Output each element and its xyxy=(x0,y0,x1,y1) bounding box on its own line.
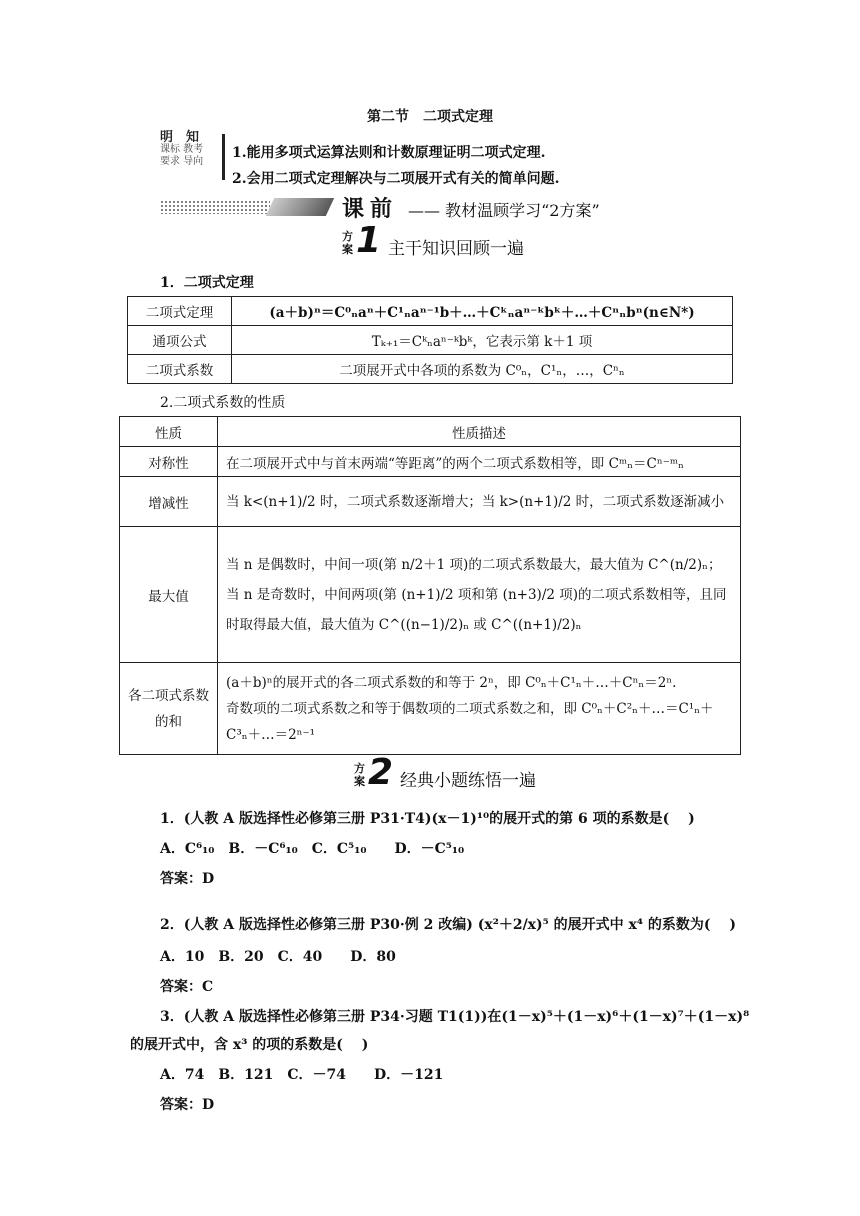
question-3-stem-cont: 的展开式中，含 x³ 的项的系数是( ) xyxy=(130,1037,369,1053)
row-key: 通项公式 xyxy=(128,326,232,355)
question-3-stem: 3．(人教 A 版选择性必修第三册 P34·习题 T1(1))在(1－x)⁵＋(1－x)⁶＋(1－x)⁷＋(1－x)⁸ xyxy=(160,1009,750,1025)
row-value: Tₖ₊₁＝Cᵏₙaⁿ⁻ᵏbᵏ，它表示第 k＋1 项 xyxy=(232,326,733,355)
question-3-answer: 答案：D xyxy=(160,1097,215,1113)
plan-2-label: 方案 xyxy=(354,762,365,788)
table-row xyxy=(120,477,741,527)
table-row xyxy=(120,447,741,477)
question-1-options: A．C⁶₁₀ B．－C⁶₁₀ C．C⁵₁₀ D．－C⁵₁₀ xyxy=(160,841,465,857)
table-row xyxy=(128,355,733,384)
plan-2-number: 2 xyxy=(368,752,394,793)
table-row xyxy=(120,527,741,663)
table-row xyxy=(120,663,741,755)
banner-main: 课前 xyxy=(342,196,399,222)
table-row xyxy=(128,297,733,326)
goal-tag-line2: 要求 导向 xyxy=(160,156,204,167)
banner-stripe xyxy=(266,198,334,216)
row-value: 在二项展开式中与首末两端“等距离”的两个二项式系数相等，即 Cᵐₙ＝Cⁿ⁻ᵐₙ xyxy=(218,447,741,477)
plan-1-text: 主干知识回顾一遍 xyxy=(388,239,524,259)
row-key: 各二项式系数的和 xyxy=(120,663,218,755)
header-property: 性质 xyxy=(120,417,218,447)
row-key: 二项式定理 xyxy=(128,297,232,326)
plan-2-heading xyxy=(354,752,574,794)
banner-sub: —— 教材温顾学习“2方案” xyxy=(408,201,600,220)
binomial-theorem-table xyxy=(127,296,733,384)
page-title: 第二节 二项式定理 xyxy=(367,109,493,125)
table-header-row xyxy=(120,417,741,447)
question-3-options: A．74 B．121 C．－74 D．－121 xyxy=(160,1067,444,1083)
row-value: 当 k<(n+1)/2 时，二项式系数逐渐增大；当 k>(n+1)/2 时，二项式系数逐渐减小 xyxy=(218,477,741,527)
goal-tag xyxy=(160,132,224,172)
row-key: 增减性 xyxy=(120,477,218,527)
goal-item-1: 1.能用多项式运算法则和计数原理证明二项式定理. xyxy=(232,145,546,161)
coefficient-properties-table xyxy=(119,416,741,755)
row-key: 二项式系数 xyxy=(128,355,232,384)
row-value: (a＋b)ⁿ的展开式的各二项式系数的和等于 2ⁿ，即 C⁰ₙ＋C¹ₙ＋…＋Cⁿₙ＝2ⁿ. 奇数项的二项式系数之和等于偶数项的二项式系数之和，即 C⁰ₙ＋C²ₙ＋…＝C¹ₙ＋C³ₙ＋…＝2ⁿ⁻¹ xyxy=(218,663,741,755)
section-banner xyxy=(160,196,620,222)
section-1-heading: 1．二项式定理 xyxy=(160,275,254,291)
goal-divider xyxy=(222,134,225,180)
question-1-stem: 1．(人教 A 版选择性必修第三册 P31·T4)(x－1)¹⁰的展开式的第 6 项的系数是( ) xyxy=(160,811,695,827)
row-key: 对称性 xyxy=(120,447,218,477)
table-row xyxy=(128,326,733,355)
question-2-options: A．10 B．20 C．40 D．80 xyxy=(160,949,396,965)
plan-2-text: 经典小题练悟一遍 xyxy=(400,771,536,791)
goal-item-2: 2.会用二项式定理解决与二项展开式有关的简单问题. xyxy=(232,171,560,187)
question-2-answer: 答案：C xyxy=(160,979,214,995)
row-value: 二项展开式中各项的系数为 C⁰ₙ，C¹ₙ，…，Cⁿₙ xyxy=(232,355,733,384)
plan-1-label: 方案 xyxy=(342,230,353,256)
header-description: 性质描述 xyxy=(218,417,741,447)
row-value: (a＋b)ⁿ＝C⁰ₙaⁿ＋C¹ₙaⁿ⁻¹b＋…＋Cᵏₙaⁿ⁻ᵏbᵏ＋…＋Cⁿₙbⁿ(n∈N*) xyxy=(232,297,733,326)
row-value: 当 n 是偶数时，中间一项(第 n/2＋1 项)的二项式系数最大，最大值为 C^(n/2)ₙ；当 n 是奇数时，中间两项(第 (n+1)/2 项和第 (n+3)/2 项)的二项式系数相等，且同时取得最大值，最大值为 C^((n−1)/2)ₙ 或 C^((n+1)/2)ₙ xyxy=(218,527,741,663)
goal-tag-line1: 课标 教考 xyxy=(160,144,204,155)
question-1-answer: 答案：D xyxy=(160,871,215,887)
section-2-heading: 2.二项式系数的性质 xyxy=(160,395,286,411)
question-2-stem: 2．(人教 A 版选择性必修第三册 P30·例 2 改编) (x²＋2/x)⁵ 的展开式中 x⁴ 的系数为( ) xyxy=(160,917,737,933)
banner-dots xyxy=(160,200,270,214)
row-key: 最大值 xyxy=(120,527,218,663)
plan-1-number: 1 xyxy=(356,220,382,261)
plan-1-heading xyxy=(342,220,562,262)
goal-tag-top: 明 知 xyxy=(160,130,200,145)
